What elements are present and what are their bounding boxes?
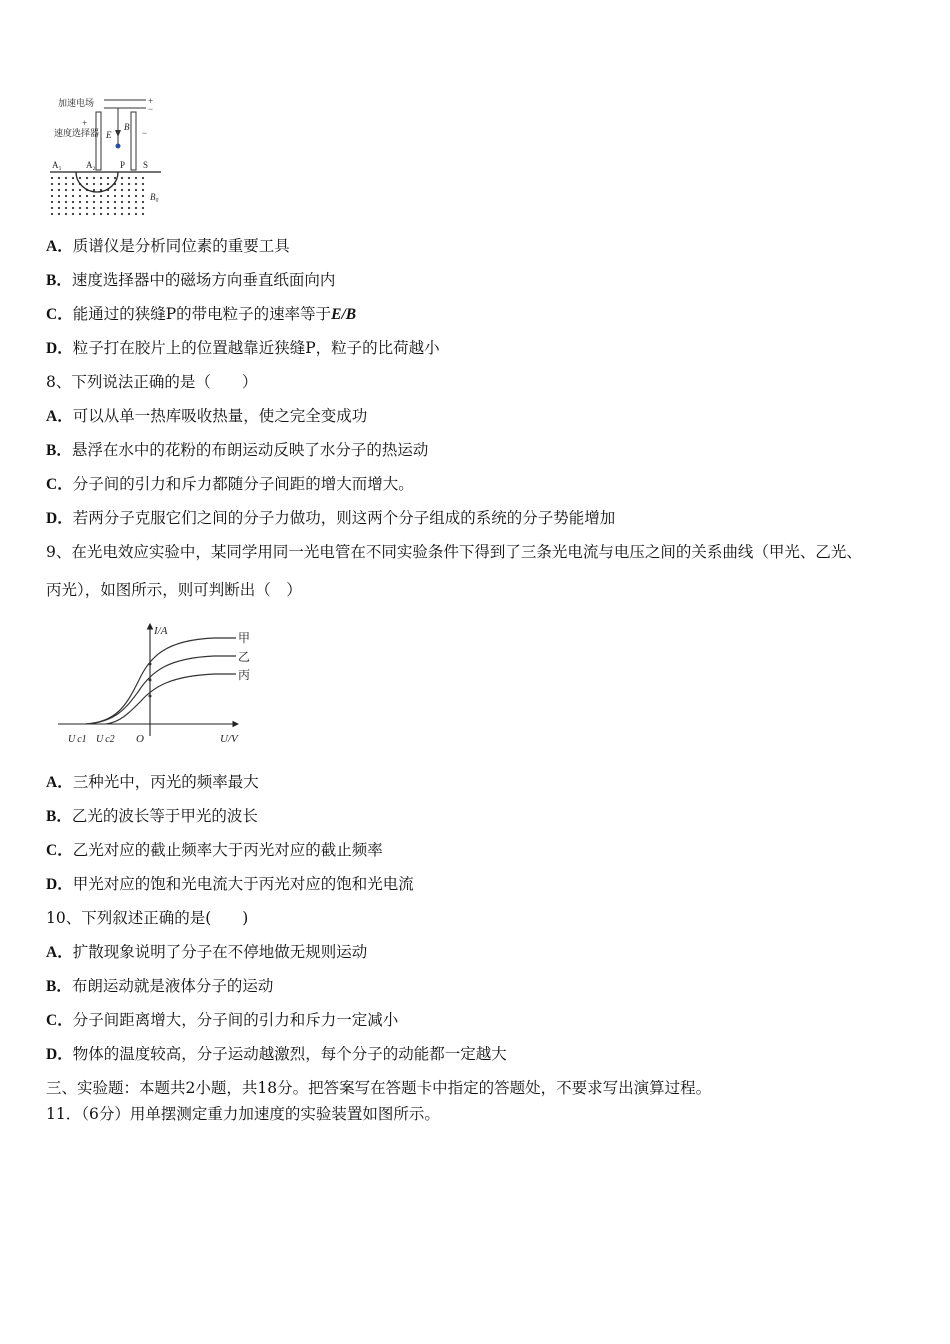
q9-option-c: C．乙光对应的截止频率大于丙光对应的截止频率 xyxy=(46,841,383,859)
field-dot xyxy=(72,213,74,215)
field-dot xyxy=(107,183,109,185)
field-dot xyxy=(114,207,116,209)
field-dot xyxy=(142,177,144,179)
dot-field xyxy=(51,177,144,215)
field-dot xyxy=(142,201,144,203)
field-dot xyxy=(51,207,53,209)
q8-option-c: C．分子间的引力和斥力都随分子间距的增大而增大。 xyxy=(46,475,414,493)
field-dot xyxy=(128,177,130,179)
field-dot xyxy=(72,189,74,191)
field-dot xyxy=(100,183,102,185)
q9-option-b: B．乙光的波长等于甲光的波长 xyxy=(46,807,258,825)
field-dot xyxy=(121,195,123,197)
curve-yi xyxy=(86,656,236,724)
velocity-selector-label: 速度选择器 xyxy=(54,128,100,138)
accel-field-label: 加速电场 xyxy=(58,98,95,108)
q10-stem: 10、下列叙述正确的是( ) xyxy=(46,909,249,927)
field-dot xyxy=(79,195,81,197)
field-dot xyxy=(107,201,109,203)
field-dot xyxy=(135,201,137,203)
field-dot xyxy=(86,177,88,179)
label-a2: A₂ xyxy=(86,160,96,170)
legend-yi: 乙 xyxy=(238,650,251,664)
field-dot xyxy=(107,177,109,179)
field-dot xyxy=(72,177,74,179)
field-dot xyxy=(93,195,95,197)
field-dot xyxy=(128,183,130,185)
q11-stem: 11．（6分）用单摆测定重力加速度的实验装置如图所示。 xyxy=(46,1105,440,1123)
q8-option-b: B．悬浮在水中的花粉的布朗运动反映了水分子的热运动 xyxy=(46,441,429,459)
field-dot xyxy=(135,213,137,215)
field-dot xyxy=(72,201,74,203)
legend-jia: 甲 xyxy=(238,631,251,645)
field-dot xyxy=(114,213,116,215)
field-dot xyxy=(79,201,81,203)
field-dot xyxy=(79,189,81,191)
field-dot xyxy=(65,177,67,179)
field-dot xyxy=(128,189,130,191)
section3-heading: 三、实验题：本题共2小题，共18分。把答案写在答题卡中指定的答题处，不要求写出演算过程。 xyxy=(46,1079,712,1097)
field-dot xyxy=(79,207,81,209)
svg-text:−: − xyxy=(148,104,154,114)
y-axis-label: I/A xyxy=(154,625,168,637)
field-dot xyxy=(135,177,137,179)
field-dot xyxy=(93,207,95,209)
field-dot xyxy=(128,213,130,215)
field-dot xyxy=(142,183,144,185)
field-dot xyxy=(58,183,60,185)
curve-bing xyxy=(106,674,236,724)
curve-jia xyxy=(86,638,236,724)
tick-label-uc1: U c1 xyxy=(68,734,87,745)
field-dot xyxy=(114,177,116,179)
field-dot xyxy=(142,189,144,191)
q7-option-d: D．粒子打在胶片上的位置越靠近狭缝P，粒子的比荷越小 xyxy=(46,339,440,357)
field-dot xyxy=(100,207,102,209)
label-b0: B₀ xyxy=(150,192,159,202)
field-dot xyxy=(58,195,60,197)
field-dot xyxy=(93,183,95,185)
field-dot xyxy=(135,189,137,191)
svg-text:E: E xyxy=(106,130,112,140)
field-dot xyxy=(107,207,109,209)
field-dot xyxy=(114,189,116,191)
field-dot xyxy=(72,183,74,185)
q7-option-b: B．速度选择器中的磁场方向垂直纸面向内 xyxy=(46,271,336,289)
field-dot xyxy=(86,213,88,215)
field-dot xyxy=(121,177,123,179)
field-dot xyxy=(65,183,67,185)
field-dot xyxy=(135,207,137,209)
field-dot xyxy=(79,177,81,179)
q10-option-d: D．物体的温度较高，分子运动越激烈，每个分子的动能都一定越大 xyxy=(46,1045,507,1063)
svg-text:+: + xyxy=(82,118,88,128)
field-dot xyxy=(86,195,88,197)
q9-option-d: D．甲光对应的饱和光电流大于丙光对应的饱和光电流 xyxy=(46,875,414,893)
field-dot xyxy=(114,201,116,203)
field-dot xyxy=(128,207,130,209)
field-dot xyxy=(107,195,109,197)
field-dot xyxy=(121,201,123,203)
field-dot xyxy=(65,189,67,191)
field-dot xyxy=(58,207,60,209)
q9-option-a: A．三种光中，丙光的频率最大 xyxy=(46,773,259,791)
field-dot xyxy=(142,195,144,197)
photoelectric-iv-chart xyxy=(54,618,254,748)
label-p: P xyxy=(120,160,126,170)
q9-stem-line1: 9、在光电效应实验中，某同学用同一光电管在不同实验条件下得到了三条光电流与电压之间的关系曲线（甲光、乙光、 xyxy=(46,543,862,561)
field-dot xyxy=(65,201,67,203)
field-dot xyxy=(79,213,81,215)
field-dot xyxy=(121,189,123,191)
q10-option-b: B．布朗运动就是液体分子的运动 xyxy=(46,977,274,995)
svg-text:B: B xyxy=(124,122,130,132)
legend-bing: 丙 xyxy=(238,668,251,682)
svg-text:−: − xyxy=(142,128,148,138)
field-dot xyxy=(135,195,137,197)
field-dot xyxy=(58,189,60,191)
field-dot xyxy=(107,213,109,215)
field-dot xyxy=(100,213,102,215)
field-dot xyxy=(51,183,53,185)
field-dot xyxy=(100,201,102,203)
field-dot xyxy=(58,201,60,203)
field-dot xyxy=(93,189,95,191)
field-dot xyxy=(86,183,88,185)
x-axis-label: U/V xyxy=(220,733,238,745)
field-dot xyxy=(114,195,116,197)
field-dot xyxy=(142,207,144,209)
q10-option-c: C．分子间距离增大，分子间的引力和斥力一定减小 xyxy=(46,1011,399,1029)
field-dot xyxy=(86,207,88,209)
field-dot xyxy=(65,195,67,197)
field-dot xyxy=(121,207,123,209)
field-dot xyxy=(93,213,95,215)
field-dot xyxy=(51,213,53,215)
field-dot xyxy=(93,201,95,203)
field-dot xyxy=(65,207,67,209)
q9-stem-line2: 丙光），如图所示，则可判断出（ ） xyxy=(46,581,302,599)
tick-label-uc2: U c2 xyxy=(96,734,115,745)
field-dot xyxy=(93,177,95,179)
field-dot xyxy=(100,189,102,191)
field-dot xyxy=(100,177,102,179)
field-dot xyxy=(128,195,130,197)
field-dot xyxy=(121,183,123,185)
field-dot xyxy=(121,213,123,215)
q8-stem: 8、下列说法正确的是（ ） xyxy=(46,373,258,391)
q8-option-a: A．可以从单一热库吸收热量，使之完全变成功 xyxy=(46,407,368,425)
label-s: S xyxy=(143,160,149,170)
field-dot xyxy=(58,177,60,179)
q10-option-a: A．扩散现象说明了分子在不停地做无规则运动 xyxy=(46,943,368,961)
field-dot xyxy=(72,195,74,197)
field-dot xyxy=(86,201,88,203)
field-dot xyxy=(51,195,53,197)
label-a1: A₁ xyxy=(52,160,62,170)
field-dot xyxy=(51,189,53,191)
q7-option-a: A．质谱仪是分析同位素的重要工具 xyxy=(46,237,290,255)
field-dot xyxy=(65,213,67,215)
q7-option-c: C．能通过的狭缝P的带电粒子的速率等于E/B xyxy=(46,305,357,323)
mass-spectrometer-figure xyxy=(46,96,171,218)
field-dot xyxy=(51,177,53,179)
field-dot xyxy=(128,201,130,203)
q8-option-d: D．若两分子克服它们之间的分子力做功，则这两个分子组成的系统的分子势能增加 xyxy=(46,509,616,527)
field-dot xyxy=(58,213,60,215)
tick-label-origin: O xyxy=(136,733,144,745)
field-dot xyxy=(142,213,144,215)
field-dot xyxy=(135,183,137,185)
field-dot xyxy=(51,201,53,203)
svg-text:+: + xyxy=(148,96,154,106)
field-dot xyxy=(72,207,74,209)
field-dot xyxy=(100,195,102,197)
